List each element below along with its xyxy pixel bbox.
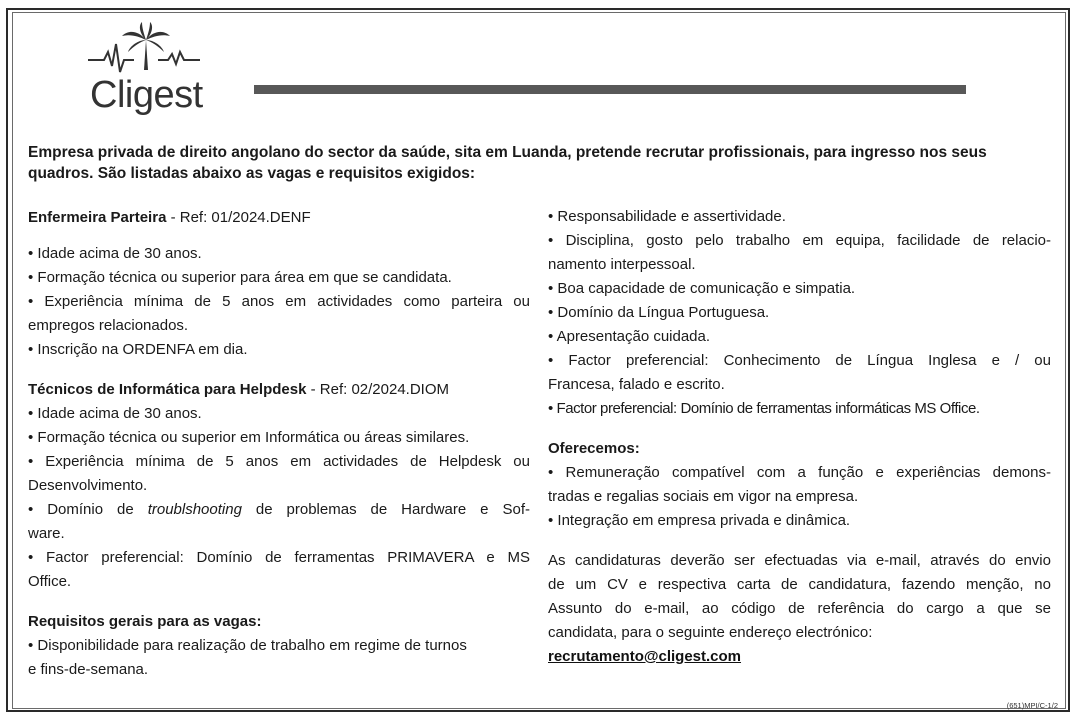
- contact-email-link[interactable]: recrutamento@cligest.com: [548, 648, 742, 665]
- application-line: de um CV e respectiva carta de candidatura, fazendo menção, no: [548, 576, 1051, 593]
- requirement-item: • Factor preferencial: Conhecimento de Língua Inglesa e / ou: [548, 352, 1051, 369]
- job1-item: empregos relacionados.: [28, 317, 189, 334]
- left-column: [28, 206, 530, 682]
- offer-item: tradas e regalias sociais em vigor na empresa.: [548, 488, 859, 505]
- cligest-logo: [88, 22, 208, 114]
- offer-title: Oferecemos:: [548, 440, 640, 457]
- requirement-item: Francesa, falado e escrito.: [548, 376, 725, 393]
- job2-item: Desenvolvimento.: [28, 477, 148, 494]
- application-line: candidata, para o seguinte endereço electrónico:: [548, 624, 873, 641]
- general-title: Requisitos gerais para as vagas:: [28, 613, 262, 630]
- job1-ref: - Ref: 01/2024.DENF: [166, 209, 311, 226]
- heartbeat-palm-icon: [88, 22, 204, 80]
- job2-item: ware.: [28, 525, 65, 542]
- requirement-item: • Apresentação cuidada.: [548, 328, 711, 345]
- job2-item: • Domínio de troublshooting de problemas de Hardware e Sof-: [28, 501, 530, 518]
- requirement-item: • Disciplina, gosto pelo trabalho em equipa, facilidade de relacio-: [548, 232, 1051, 249]
- requirement-item: • Responsabilidade e assertividade.: [548, 208, 786, 225]
- job2-item: • Experiência mínima de 5 anos em actividades de Helpdesk ou: [28, 453, 530, 470]
- job1-title: Enfermeira Parteira: [28, 209, 167, 226]
- general-item: e fins-de-semana.: [28, 661, 149, 678]
- offer-item: • Integração em empresa privada e dinâmica.: [548, 512, 851, 529]
- job2-title: Técnicos de Informática para Helpdesk: [28, 381, 307, 398]
- job1-item: • Experiência mínima de 5 anos em actividades como parteira ou: [28, 293, 530, 310]
- application-line: Assunto do e-mail, ao código de referência do cargo a que se: [548, 600, 1051, 617]
- job2-item: • Formação técnica ou superior em Informática ou áreas similares.: [28, 429, 470, 446]
- footer-reference: (651)MPI/C-1/2: [1006, 701, 1058, 710]
- intro-text: Empresa privada de direito angolano do sector da saúde, sita em Luanda, pretende recrutar profissionais, para ingresso nos seus quadros. São listadas abaixo as vagas e requisitos exigidos:: [28, 144, 987, 182]
- job2-item: • Factor preferencial: Domínio de ferramentas PRIMAVERA e MS: [28, 549, 530, 566]
- job1-item: • Idade acima de 30 anos.: [28, 245, 202, 262]
- job2-ref: - Ref: 02/2024.DIOM: [306, 381, 449, 398]
- general-item: • Disponibilidade para realização de trabalho em regime de turnos: [28, 637, 467, 654]
- job1-item: • Formação técnica ou superior para área em que se candidata.: [28, 269, 452, 286]
- application-line: As candidaturas deverão ser efectuadas via e-mail, através do envio: [548, 552, 1051, 569]
- requirement-item: namento interpessoal.: [548, 256, 696, 273]
- header-rule: [254, 85, 966, 94]
- requirement-item: • Domínio da Língua Portuguesa.: [548, 304, 770, 321]
- job2-item: • Idade acima de 30 anos.: [28, 405, 202, 422]
- job2-item: Office.: [28, 573, 72, 590]
- logo-wordmark: Cligest: [90, 74, 203, 116]
- job1-item: • Inscrição na ORDENFA em dia.: [28, 341, 248, 358]
- offer-item: • Remuneração compatível com a função e experiências demons-: [548, 464, 1051, 481]
- requirement-item: • Boa capacidade de comunicação e simpatia.: [548, 280, 856, 297]
- right-column: [548, 205, 1051, 669]
- requirement-item: • Factor preferencial: Domínio de ferramentas informáticas MS Office.: [548, 400, 980, 417]
- job2-heading: [28, 378, 530, 402]
- job1-heading: [28, 206, 530, 230]
